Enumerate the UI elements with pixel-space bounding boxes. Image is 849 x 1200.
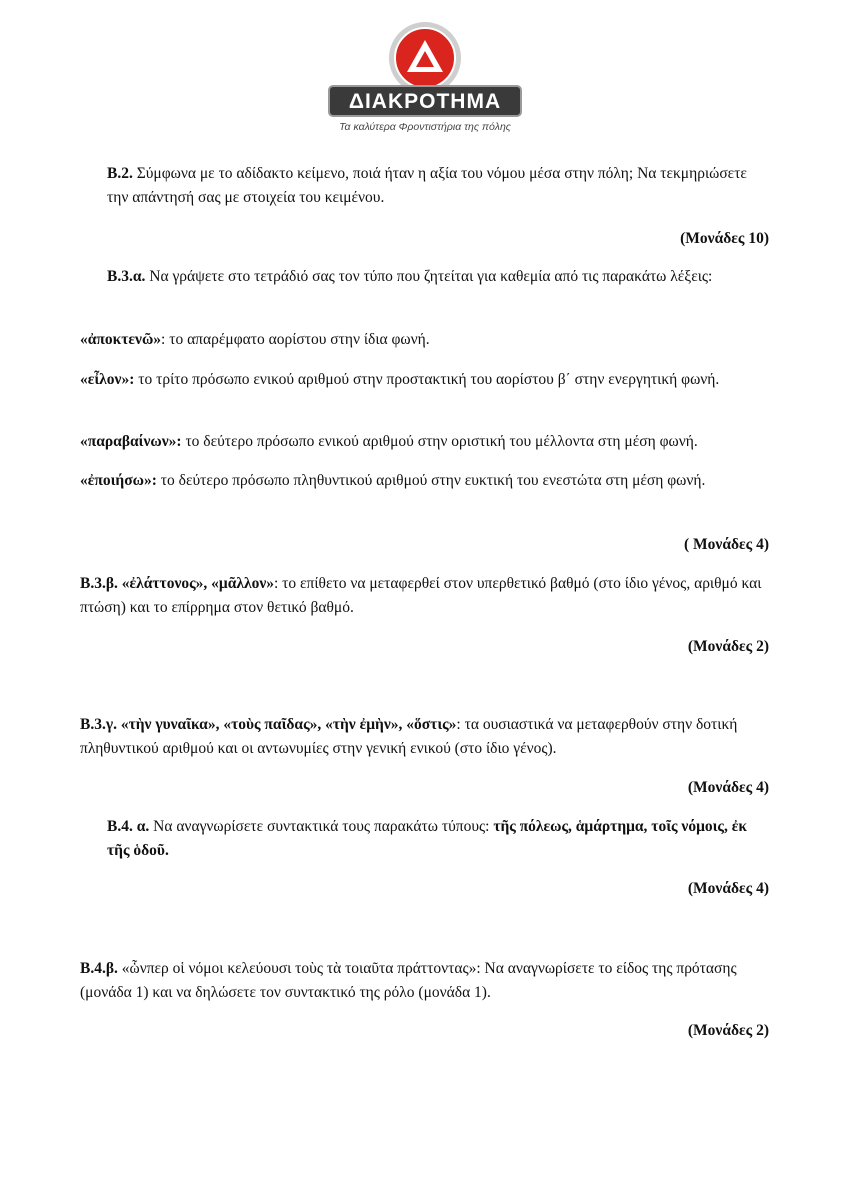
question-label: Β.4.β.: [80, 960, 118, 977]
points-b2: (Μονάδες 10): [680, 230, 769, 247]
item-word: «ἀποκτενῶ»: [80, 331, 162, 348]
item-desc: το δεύτερο πρόσωπο πληθυντικού αριθμού στην ευκτική του ενεστώτα στη μέση φωνή.: [156, 472, 706, 489]
question-b3b: [80, 572, 770, 620]
question-text: : τα ουσιαστικά να μεταφερθούν στην δοτική πληθυντικού αριθμού και οι αντωνυμίες στην γενική ενικού (στο ίδιο γένος).: [80, 716, 738, 757]
item-desc: το τρίτο πρόσωπο ενικού αριθμού στην προστακτική του αορίστου β΄ στην ενεργητική φωνή.: [134, 371, 720, 388]
points-b3c: (Μονάδες 4): [687, 779, 769, 796]
question-label: Β.4. α.: [107, 818, 150, 835]
item-word: «παραβαίνων»:: [80, 433, 182, 450]
points-b4a: (Μονάδες 4): [687, 880, 769, 897]
list-item: [80, 328, 770, 352]
question-b4a: [107, 815, 757, 863]
question-b3c: [80, 713, 770, 761]
logo: [0, 18, 849, 138]
points-b3b: (Μονάδες 2): [687, 638, 769, 655]
item-word: «εἶλον»:: [80, 371, 135, 388]
list-item: [80, 368, 770, 392]
item-word: «ἐποιήσω»:: [80, 472, 157, 489]
question-label: Β.3.γ.: [80, 716, 117, 733]
list-item: [80, 469, 750, 493]
question-words: «ἐλάττονος», «μᾶλλον»: [117, 575, 274, 592]
item-desc: : το απαρέμφατο αορίστου στην ίδια φωνή.: [161, 331, 430, 348]
question-words: τῆς πόλεως, ἁμάρτημα, τοῖς νόμοις, ἐκ τῆς ὁδοῦ.: [107, 818, 747, 859]
question-text: : το επίθετο να μεταφερθεί στον υπερθετικό βαθμό (στο ίδιο γένος, αριθμό και πτώση) και το επίρρημα στον θετικό βαθμό.: [80, 575, 762, 616]
question-text: Να αναγνωρίσετε συντακτικά τους παρακάτω τύπους:: [149, 818, 494, 835]
points-b4b: (Μονάδες 2): [687, 1022, 769, 1039]
question-b3a: [107, 265, 747, 289]
question-label: Β.3.β.: [80, 575, 118, 592]
item-desc: το δεύτερο πρόσωπο ενικού αριθμού στην οριστική του μέλλοντα στη μέση φωνή.: [181, 433, 698, 450]
logo-tagline: Τα καλύτερα Φροντιστήρια της πόλης: [338, 121, 511, 133]
question-text: «ὧνπερ οἱ νόμοι κελεύουσι τοὺς τὰ τοιαῦτα πράττοντας»: Να αναγνωρίσετε το είδος της πρότασης (μονάδα 1) και να δηλώσετε τον συντακτικό της ρόλο (μονάδα 1).: [80, 960, 737, 1001]
logo-graphic: [315, 18, 535, 138]
question-b2: [107, 162, 747, 210]
question-words: «τὴν γυναῖκα», «τοὺς παῖδας», «τὴν ἐμὴν», «ὅστις»: [116, 716, 457, 733]
list-item: [80, 430, 780, 454]
points-b3a: ( Μονάδες 4): [684, 536, 769, 553]
logo-brand: ΔΙΑΚΡΟΤΗΜΑ: [348, 90, 501, 113]
question-label: Β.2.: [107, 165, 133, 182]
question-label: Β.3.α.: [107, 268, 146, 285]
question-text: Να γράψετε στο τετράδιό σας τον τύπο που ζητείται για καθεμία από τις παρακάτω λέξεις:: [145, 268, 713, 285]
question-b4b: [80, 957, 770, 1005]
question-text: Σύμφωνα με το αδίδακτο κείμενο, ποιά ήταν η αξία του νόμου μέσα στην πόλη; Να τεκμηριώσετε την απάντησή σας με στοιχεία του κειμένου.: [107, 165, 747, 206]
